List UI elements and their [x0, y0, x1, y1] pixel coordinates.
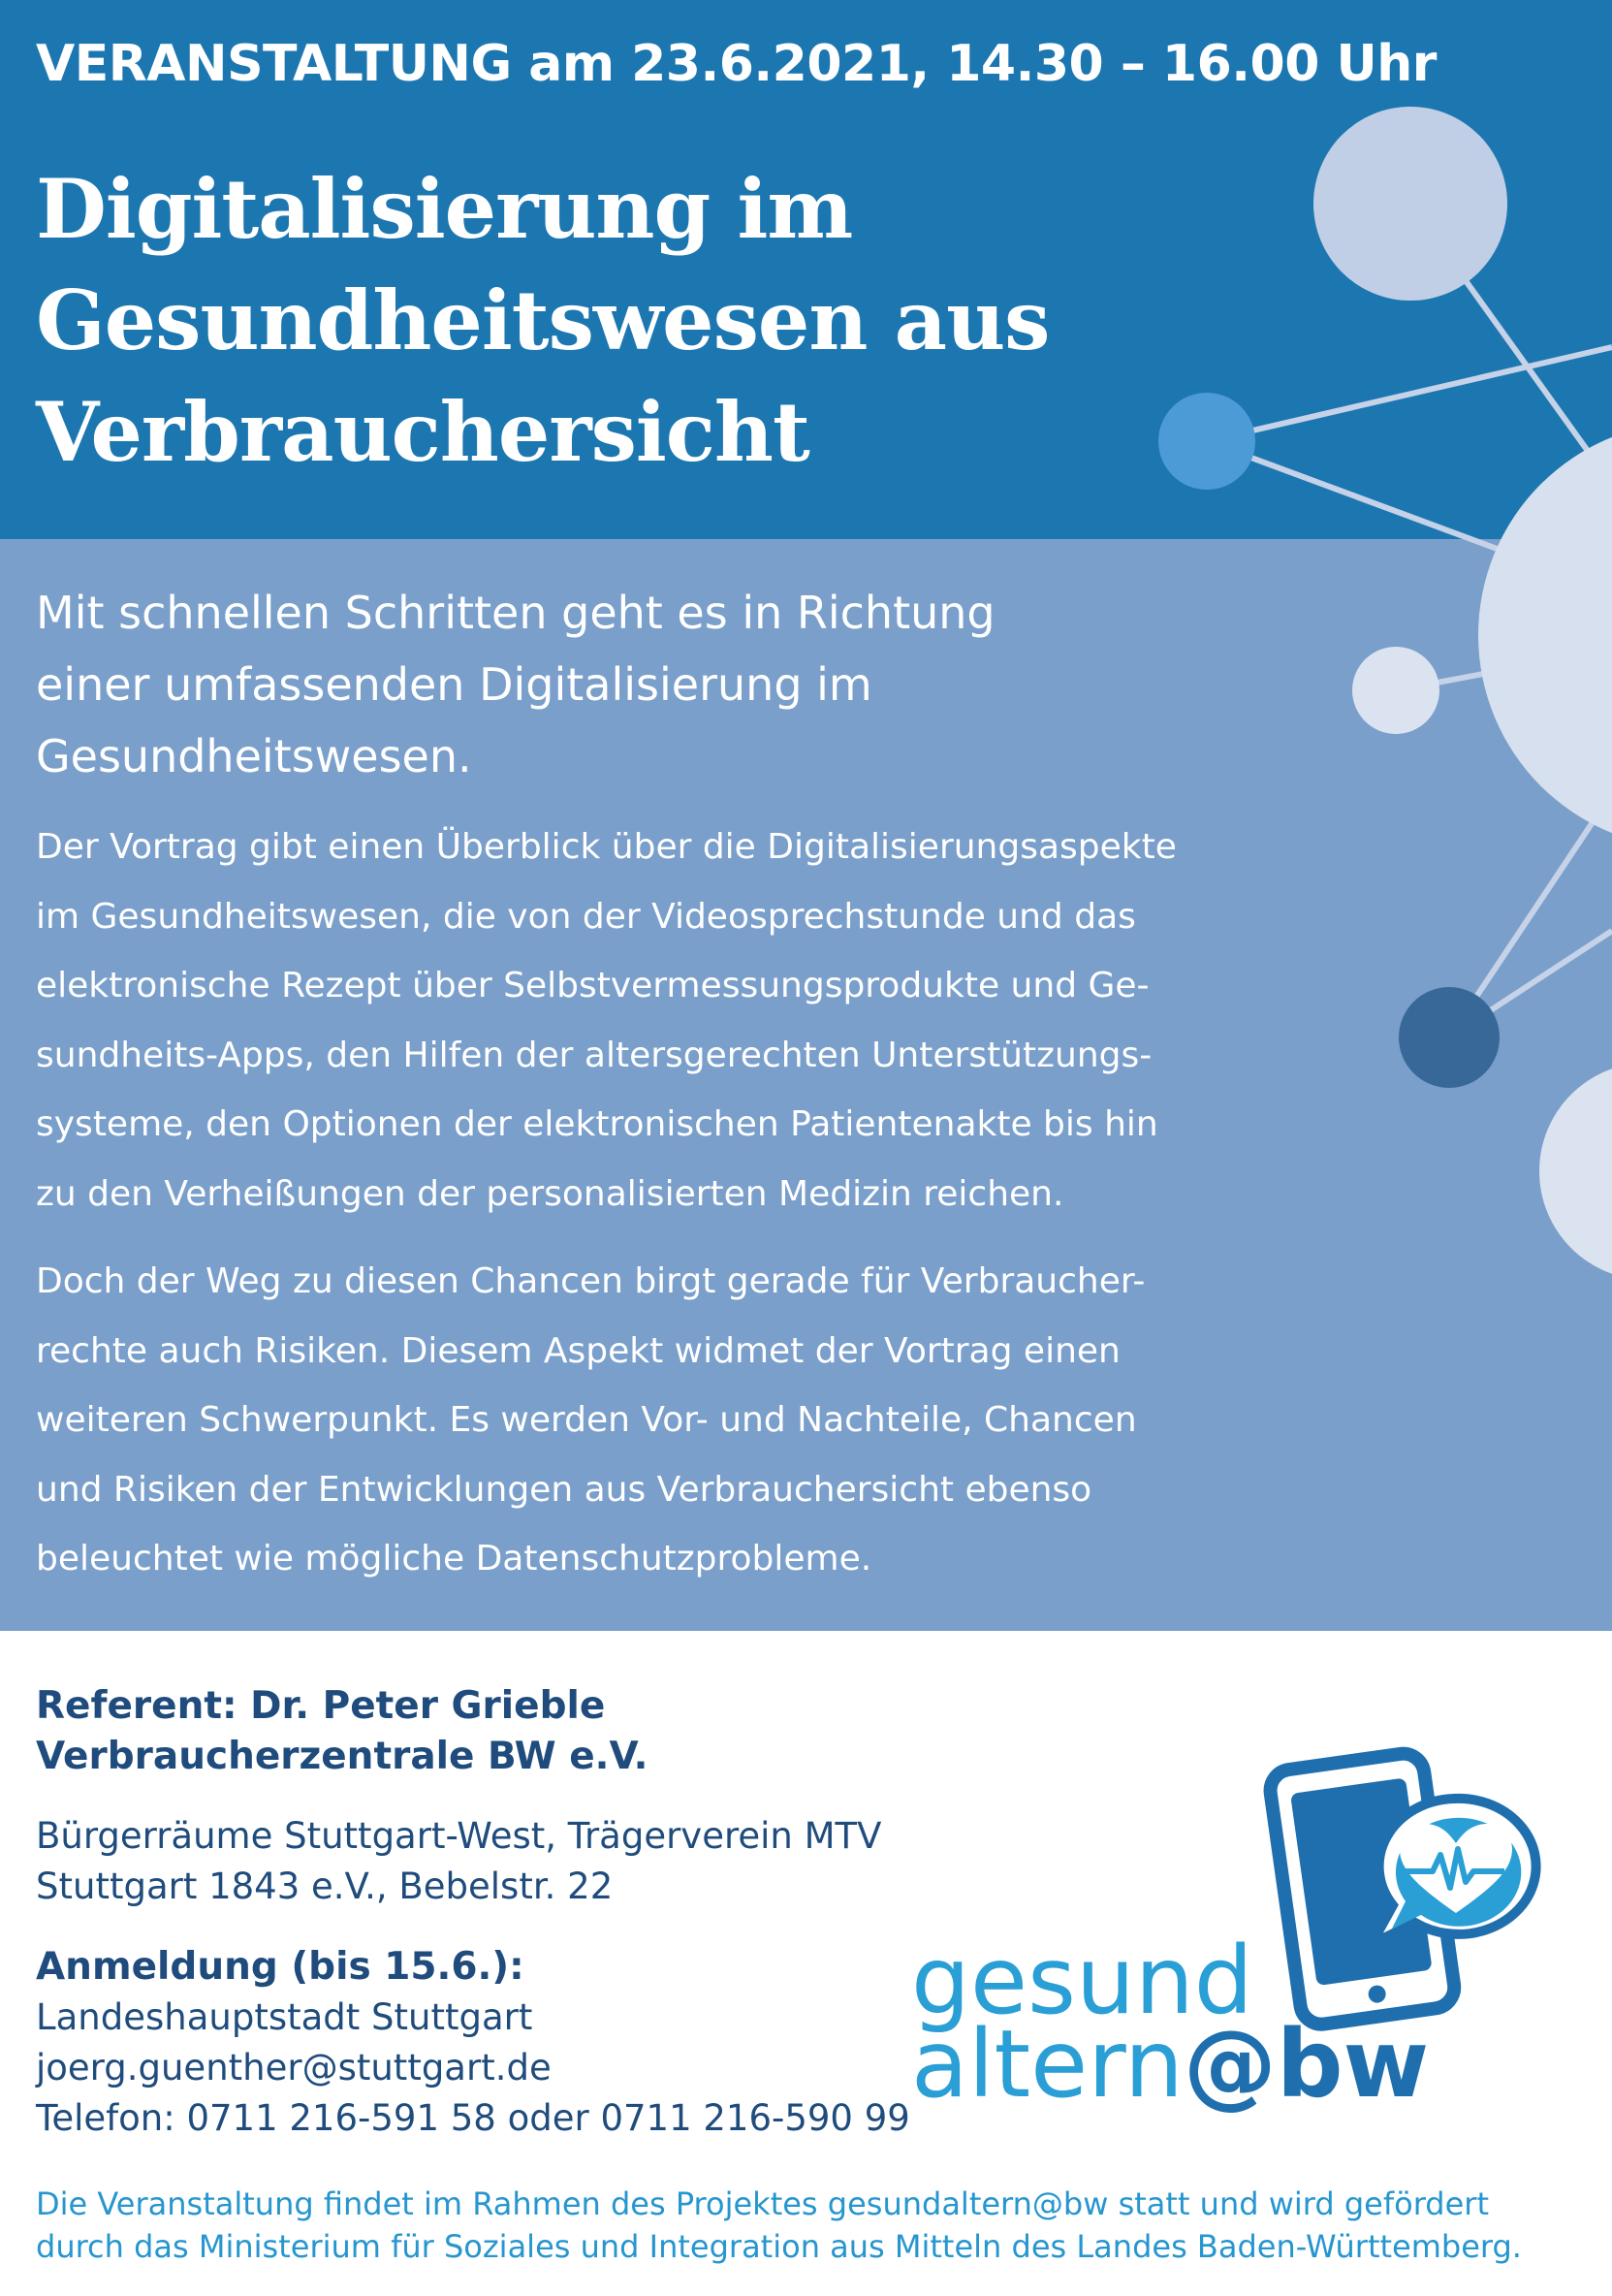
- lead-line: einer umfassenden Digitalisierung im: [36, 658, 872, 711]
- paragraph-line: systeme, den Optionen der elektronischen Patientenakte bis hin: [36, 1104, 1158, 1144]
- gesundaltern-logo: [911, 1927, 1532, 2119]
- lead-text: [36, 577, 1248, 792]
- footer-line: Die Veranstaltung findet im Rahmen des Projektes gesundaltern@bw statt und wird gefördert: [36, 2185, 1489, 2222]
- funding-note: [36, 2183, 1587, 2268]
- speaker-organization: Verbraucherzentrale BW e.V.: [36, 1735, 648, 1778]
- registration-org: Landeshauptstadt Stuttgart: [36, 1996, 533, 2038]
- paragraph-line: elektronische Rezept über Selbstvermessungsprodukte und Ge-: [36, 966, 1150, 1005]
- deco-circle: [1478, 422, 1612, 848]
- title-line: Verbrauchersicht: [36, 384, 809, 480]
- registration-block: [36, 1942, 910, 2144]
- venue-block: [36, 1811, 881, 1912]
- venue-line: Bürgerräume Stuttgart-West, Trägerverein MTV: [36, 1815, 882, 1857]
- paragraph-line: und Risiken der Entwicklungen aus Verbrauchersicht ebenso: [36, 1469, 1092, 1510]
- paragraph-line: Doch der Weg zu diesen Chancen birgt gerade für Verbraucher-: [36, 1261, 1146, 1301]
- paragraph-line: beleuchtet wie mögliche Datenschutzprobleme.: [36, 1539, 872, 1578]
- paragraph-line: Der Vortrag gibt einen Überblick über die Digitalisierungsaspekte: [36, 827, 1177, 867]
- logo-word-line: [911, 2010, 1532, 2119]
- logo-word-suffix: @bw: [1183, 2010, 1430, 2119]
- title-line: Digitalisierung im: [36, 161, 853, 257]
- paragraph-line: zu den Verheißungen der personalisierten Medizin reichen.: [36, 1173, 1064, 1214]
- lead-line: Mit schnellen Schritten geht es in Richtung: [36, 587, 996, 639]
- paragraph-line: sundheits-Apps, den Hilfen der altersgerechten Unterstützungs-: [36, 1035, 1153, 1075]
- page-title: [36, 153, 1199, 488]
- paragraph-line: weiteren Schwerpunkt. Es werden Vor- und Nachteile, Chancen: [36, 1400, 1137, 1440]
- paragraph-line: rechte auch Risiken. Diesem Aspekt widmet der Vortrag einen: [36, 1330, 1121, 1371]
- logo-word-prefix: altern: [911, 2010, 1184, 2119]
- venue-line: Stuttgart 1843 e.V., Bebelstr. 22: [36, 1866, 614, 1907]
- registration-heading: Anmeldung (bis 15.6.):: [36, 1945, 524, 1989]
- deco-circle: [1313, 107, 1507, 301]
- deco-circle: [1399, 987, 1500, 1088]
- description-paragraph-1: [36, 813, 1374, 1228]
- deco-circle: [1539, 1063, 1612, 1280]
- paragraph-line: im Gesundheitswesen, die von der Videosprechstunde und das: [36, 896, 1136, 937]
- speaker-block: [36, 1681, 648, 1782]
- event-date-line: VERANSTALTUNG am 23.6.2021, 14.30 – 16.00 Uhr: [36, 35, 1437, 93]
- description-paragraph-2: [36, 1247, 1374, 1594]
- deco-circle: [1352, 647, 1439, 734]
- speaker-name: Referent: Dr. Peter Grieble: [36, 1684, 606, 1728]
- logo-word-line: gesund: [911, 1927, 1253, 2035]
- lead-line: Gesundheitswesen.: [36, 730, 472, 782]
- footer-line: durch das Ministerium für Soziales und Integration aus Mitteln des Landes Baden-Württemberg.: [36, 2228, 1522, 2265]
- registration-phone: Telefon: 0711 216-591 58 oder 0711 216-590 99: [36, 2097, 910, 2139]
- registration-email-link[interactable]: joerg.guenther@stuttgart.de: [36, 2047, 552, 2089]
- title-line: Gesundheitswesen aus: [36, 272, 1050, 368]
